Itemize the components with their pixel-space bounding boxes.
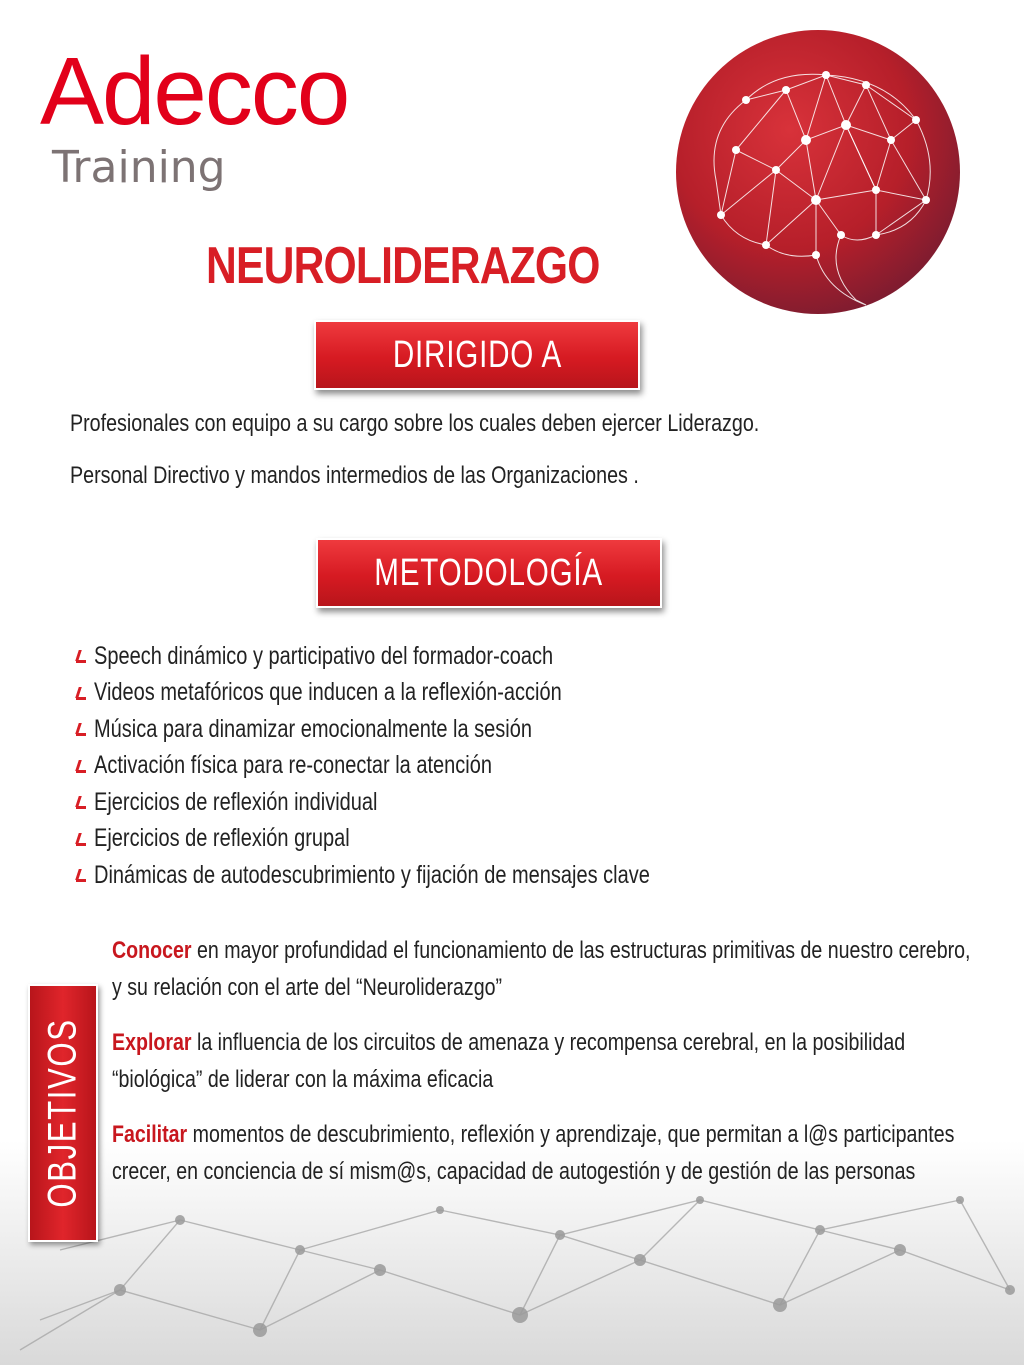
metodologia-heading [316, 538, 662, 608]
list-item: Speech dinámico y participativo del formador-coach [72, 638, 972, 675]
list-item: Dinámicas de autodescubrimiento y fijación de mensajes clave [72, 857, 972, 894]
list-item: Ejercicios de reflexión grupal [72, 821, 972, 858]
list-item: Música para dinamizar emocionalmente la sesión [72, 711, 972, 748]
objetivo-item-conocer [112, 932, 976, 1006]
red-l-bullet-icon [72, 685, 88, 701]
list-item: Activación física para re-conectar la atención [72, 748, 972, 785]
logo-brand: Adecco [40, 38, 349, 145]
list-item: Ejercicios de reflexión individual [72, 784, 972, 821]
objetivo-text: la influencia de los circuitos de amenaza y recompensa cerebral, en la posibilidad “biológica” de liderar con la máxima eficacia [112, 1029, 906, 1093]
red-l-bullet-icon [72, 648, 88, 664]
red-l-bullet-icon [72, 721, 88, 737]
adecco-training-logo [40, 38, 420, 214]
dirigido-line-1: Profesionales con equipo a su cargo sobre los cuales deben ejercer Liderazgo. [70, 410, 760, 437]
dirigido-heading [314, 320, 640, 390]
objetivo-keyword: Facilitar [112, 1121, 188, 1148]
objetivo-item-explorar [112, 1024, 976, 1098]
red-l-bullet-icon [72, 831, 88, 847]
objetivo-keyword: Explorar [112, 1029, 192, 1056]
objetivo-text: momentos de descubrimiento, reflexión y aprendizaje, que permitan a l@s participantes crecer, en conciencia de sí mism@s, capacidad de autogestión y de gestión de las personas [112, 1121, 955, 1185]
red-l-bullet-icon [72, 758, 88, 774]
red-l-bullet-icon [72, 794, 88, 810]
objetivos-heading [28, 984, 98, 1242]
logo-subtitle: Training [52, 142, 226, 193]
dirigido-line-2: Personal Directivo y mandos intermedios de las Organizaciones . [70, 462, 639, 489]
objetivo-item-facilitar [112, 1116, 976, 1190]
objetivo-text: en mayor profundidad el funcionamiento de las estructuras primitivas de nuestro cerebro, y su relación con el arte del “Neuroliderazgo” [112, 937, 971, 1001]
page-title: NEUROLIDERAZGO [206, 237, 600, 295]
objetivo-keyword: Conocer [112, 937, 192, 964]
objetivos-heading-label: OBJETIVOS [40, 1018, 85, 1208]
brain-network-icon [676, 30, 960, 314]
metodologia-heading-label: METODOLOGÍA [374, 551, 604, 594]
dirigido-heading-label: DIRIGIDO A [392, 333, 562, 376]
list-item: Videos metafóricos que inducen a la reflexión-acción [72, 675, 972, 712]
red-l-bullet-icon [72, 867, 88, 883]
metodologia-list [72, 638, 972, 894]
